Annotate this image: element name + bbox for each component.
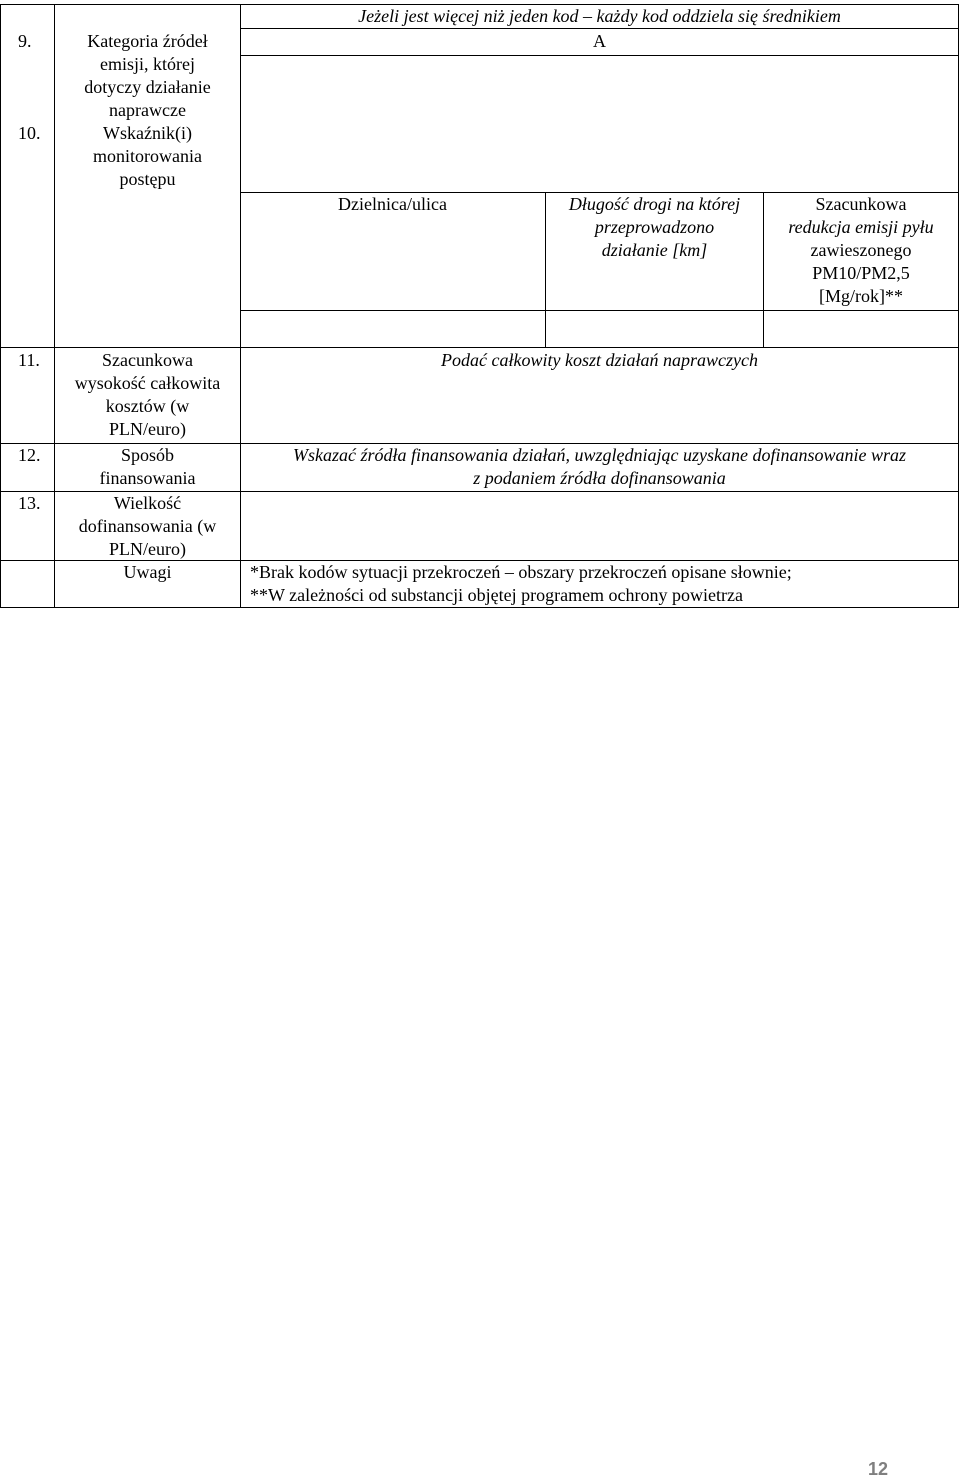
row-12-label-line-1: Sposób [120, 445, 174, 465]
notes-line-2: **W zależności od substancji objętej programem ochrony powietrza [250, 585, 744, 605]
header-length-line-2: przeprowadzono [594, 217, 715, 237]
row-12-label-line-2: finansowania [99, 468, 196, 488]
row10-bottom-border [0, 347, 959, 348]
row-9-label-line-2: emisji, której [100, 54, 195, 74]
header-reduction-line-2: redukcja emisji pyłu [788, 217, 934, 237]
row-9-number: 9. [18, 31, 32, 51]
row-10-label-line-1: Wskaźnik(i) [103, 123, 192, 143]
header-reduction-line-1: Szacunkowa [815, 194, 907, 214]
row-11-label-line-1: Szacunkowa [102, 350, 193, 370]
header-district: Dzielnica/ulica [338, 194, 447, 214]
bottom-border [0, 607, 959, 608]
row-9-label-line-3: dotyczy działanie [84, 77, 211, 97]
label-column-divider [240, 4, 241, 607]
notes-label: Uwagi [123, 562, 172, 582]
row-13-label-line-3: PLN/euro) [109, 539, 186, 559]
row-11-label-line-3: kosztów (w [105, 396, 190, 416]
row-13-label-line-1: Wielkość [113, 493, 182, 513]
page-number: 12 [867, 1459, 889, 1479]
row-10-number: 10. [18, 123, 41, 143]
row10-header-bottom-border [240, 310, 959, 311]
row-13-number: 13. [18, 493, 41, 513]
header-reduction-line-3: zawieszonego [810, 240, 912, 260]
row-12-content-line-1: Wskazać źródła finansowania działań, uwzględniając uzyskane dofinansowanie wraz [292, 445, 906, 465]
row9-bottom-border [240, 55, 959, 56]
row-9-label-line-1: Kategoria źródeł [87, 31, 208, 51]
row-11-content: Podać całkowity koszt działań naprawczych [441, 350, 758, 370]
header-length-line-1: Długość drogi na której [568, 194, 741, 214]
row9-content-divider [240, 28, 959, 29]
header-reduction-line-5: [Mg/rok]** [819, 286, 903, 306]
row-12-content-line-2: z podaniem źródła dofinansowania [473, 468, 726, 488]
row-9-content-line-2: A [593, 31, 606, 51]
row-10-label-line-2: monitorowania [93, 146, 202, 166]
header-reduction-line-4: PM10/PM2,5 [812, 263, 910, 283]
row-11-label-line-2: wysokość całkowita [74, 373, 221, 393]
right-border [958, 4, 959, 607]
notes-line-1: *Brak kodów sytuacji przekroczeń – obszary przekroczeń opisane słownie; [250, 562, 792, 582]
row-13-label-line-2: dofinansowania (w [78, 516, 217, 536]
row-9-label-line-4: naprawcze [109, 100, 186, 120]
row-12-number: 12. [18, 445, 41, 465]
left-border [0, 4, 1, 607]
header-length-line-3: działanie [km] [601, 240, 708, 260]
row-11-number: 11. [18, 350, 40, 370]
row-10-label-line-3: postępu [119, 169, 176, 189]
row-9-content-line-1: Jeżeli jest więcej niż jeden kod – każdy kod oddziela się średnikiem [358, 6, 841, 26]
row-11-label-line-4: PLN/euro) [109, 419, 186, 439]
